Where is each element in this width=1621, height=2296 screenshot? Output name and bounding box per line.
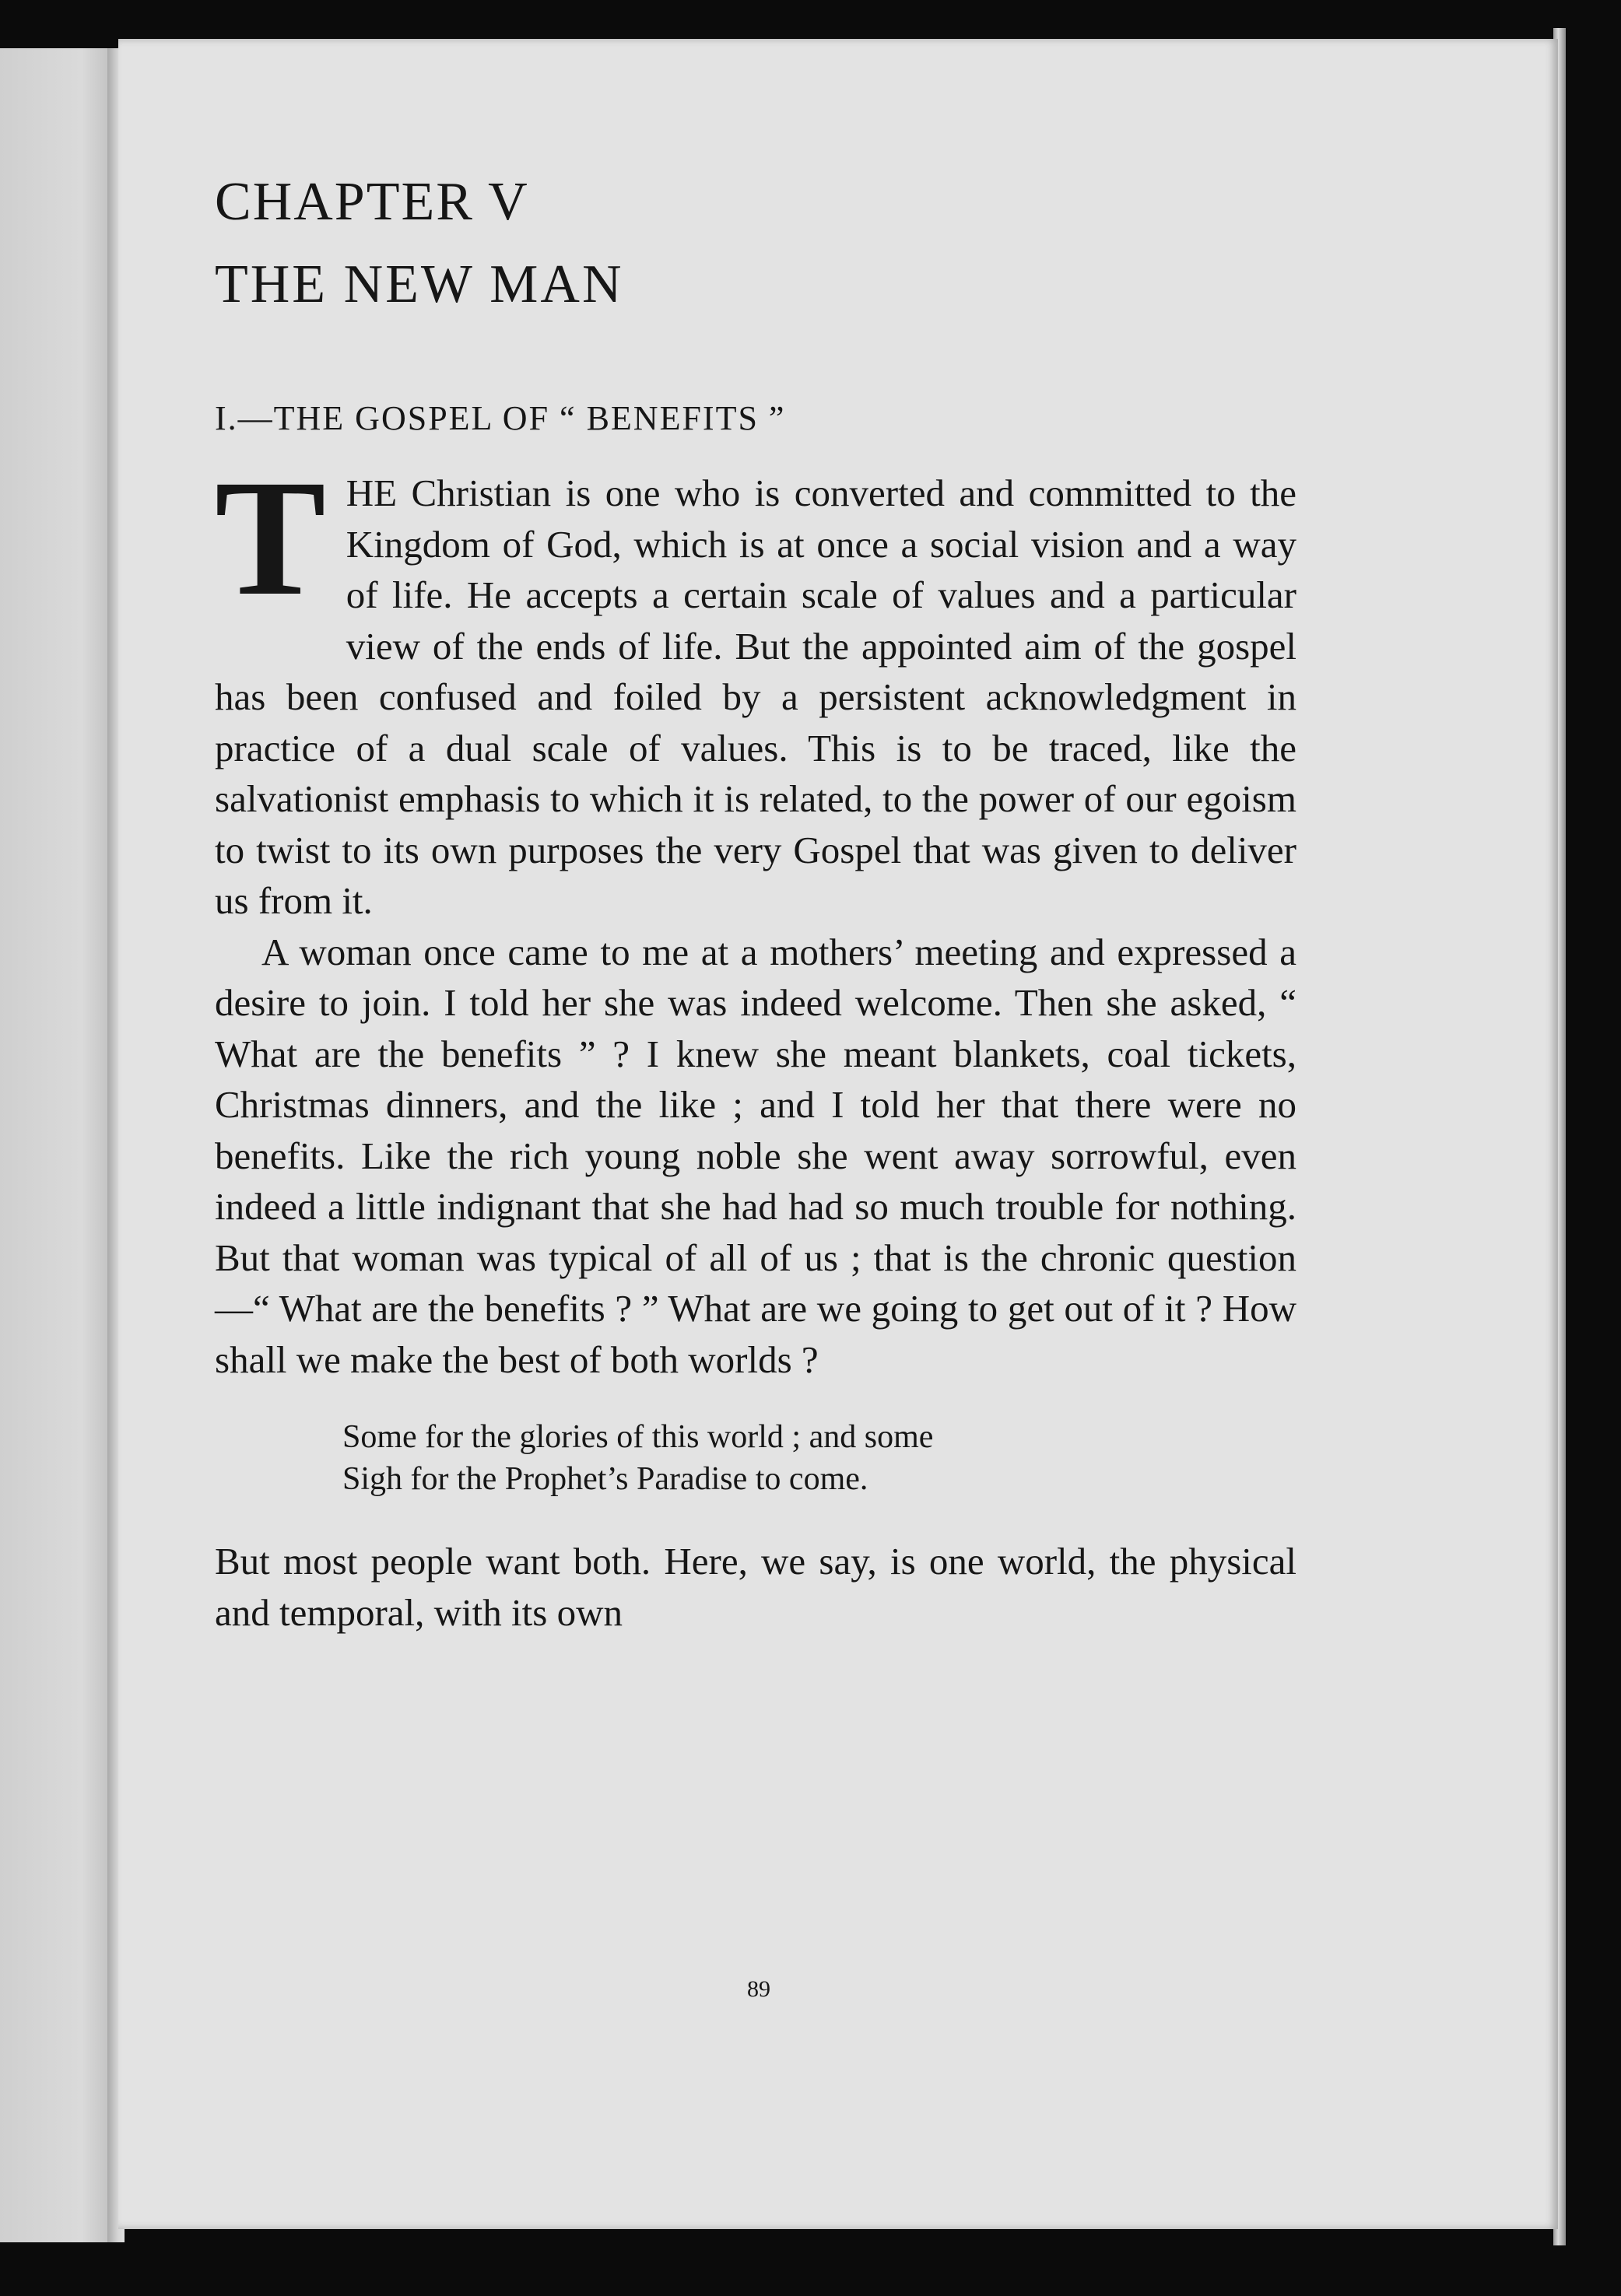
page-number: 89	[747, 1976, 770, 2002]
book-page	[118, 39, 1558, 2229]
facing-page-edge	[0, 48, 117, 2242]
drop-cap-letter: T	[215, 446, 326, 630]
chapter-number: CHAPTER V	[215, 172, 529, 232]
opening-paragraph	[215, 446, 1296, 927]
verse-quotation	[342, 1416, 1296, 1500]
opening-paragraph-text: HE Christian is one who is converted and committed to the Kingdom of God, which is at once a social vision and a way of life. He accepts a certain scale of values and a particular view of the ends of life. But the appointed aim of the gospel has been confused and foiled by a persistent acknowledgment in practice of a dual scale of values. This is to be traced, like the salvationist emphasis to which it is related, to the power of our egoism to twist to its own purposes the very Gospel that was given to deliver us from it.	[215, 471, 1296, 922]
closing-paragraph: But most people want both. Here, we say, is one world, the physical and temporal, with its own	[215, 1540, 1296, 1634]
page-text-block	[215, 170, 1296, 1638]
verse-line: Some for the glories of this world ; and some	[342, 1419, 934, 1455]
chapter-title: THE NEW MAN	[215, 254, 624, 314]
section-heading: I.—THE GOSPEL OF “ BENEFITS ”	[215, 399, 786, 437]
body-paragraph: A woman once came to me at a mothers’ meeting and expressed a desire to join. I told her she was indeed welcome. Then she asked, “ What are the benefits ” ? I knew she meant blankets, coal tickets, Christmas dinners, and the like ; and I told her that there were no benefits. Like the rich young noble she went away sorrowful, even indeed a little indignant that she had had so much trouble for nothing. But that woman was typical of all of us ; that is the chronic question—“ What are the benefits ? ” What are we going to get out of it ? How shall we make the best of both worlds ?	[215, 930, 1296, 1381]
verse-line: Sigh for the Prophet’s Paradise to come.	[342, 1461, 868, 1497]
